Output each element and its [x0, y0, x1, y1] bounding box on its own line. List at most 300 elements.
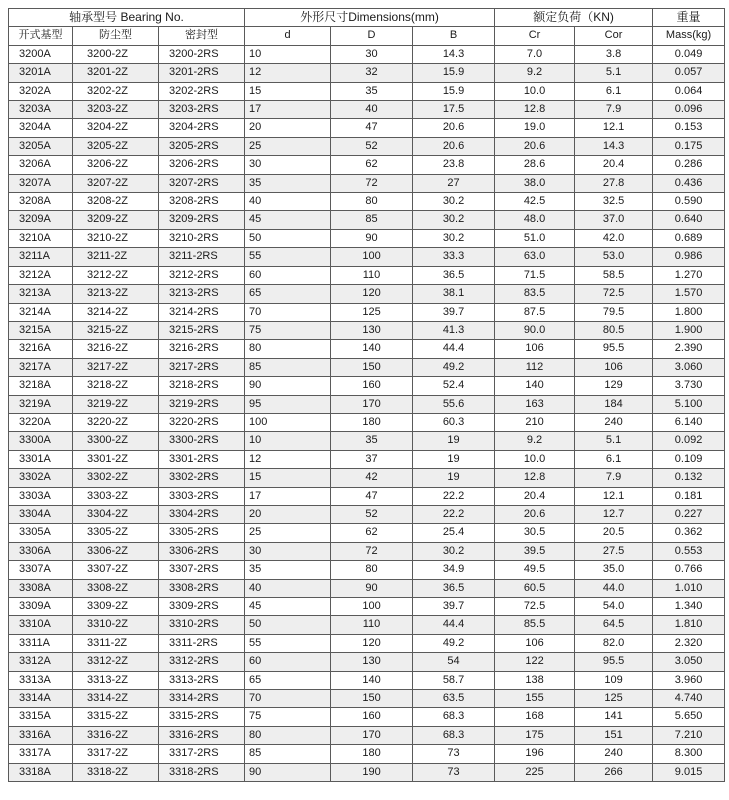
- width-b-cell: 14.3: [413, 45, 495, 63]
- width-b-cell: 68.3: [413, 726, 495, 744]
- sealed-type-cell: 3210-2RS: [159, 229, 245, 247]
- sealed-type-cell: 3212-2RS: [159, 266, 245, 284]
- static-load-cell: 53.0: [575, 248, 653, 266]
- mass-cell: 0.227: [653, 505, 725, 523]
- open-type-cell: 3207A: [9, 174, 73, 192]
- outer-diameter-cell: 35: [331, 432, 413, 450]
- open-type-cell: 3202A: [9, 82, 73, 100]
- sealed-type-cell: 3317-2RS: [159, 745, 245, 763]
- outer-diameter-cell: 47: [331, 487, 413, 505]
- mass-cell: 4.740: [653, 690, 725, 708]
- open-type-cell: 3311A: [9, 634, 73, 652]
- static-load-cell: 27.5: [575, 542, 653, 560]
- bore-d-cell: 50: [245, 616, 331, 634]
- bore-d-cell: 65: [245, 285, 331, 303]
- width-b-cell: 20.6: [413, 137, 495, 155]
- dust-type-cell: 3312-2Z: [73, 653, 159, 671]
- open-type-cell: 3208A: [9, 193, 73, 211]
- bore-d-cell: 90: [245, 763, 331, 781]
- open-type-cell: 3306A: [9, 542, 73, 560]
- table-row: [9, 137, 725, 155]
- bearing-table-container: [8, 8, 725, 782]
- table-row: [9, 395, 725, 413]
- open-type-cell: 3301A: [9, 450, 73, 468]
- table-row: [9, 487, 725, 505]
- dynamic-load-cell: 85.5: [495, 616, 575, 634]
- width-b-cell: 44.4: [413, 340, 495, 358]
- dust-type-cell: 3313-2Z: [73, 671, 159, 689]
- open-type-cell: 3206A: [9, 156, 73, 174]
- sealed-type-cell: 3216-2RS: [159, 340, 245, 358]
- dust-type-cell: 3316-2Z: [73, 726, 159, 744]
- rated-load-header: 额定负荷（KN): [495, 9, 653, 27]
- dynamic-load-cell: 140: [495, 377, 575, 395]
- dust-type-cell: 3308-2Z: [73, 579, 159, 597]
- mass-cell: 3.730: [653, 377, 725, 395]
- open-type-cell: 3216A: [9, 340, 73, 358]
- dust-type-cell: 3307-2Z: [73, 561, 159, 579]
- width-b-cell: 27: [413, 174, 495, 192]
- static-load-cell: 35.0: [575, 561, 653, 579]
- open-type-cell: 3302A: [9, 469, 73, 487]
- width-b-cell: 49.2: [413, 358, 495, 376]
- outer-diameter-cell: 72: [331, 542, 413, 560]
- static-load-cell: 58.5: [575, 266, 653, 284]
- mass-header: Mass(kg): [653, 27, 725, 45]
- bore-d-cell: 12: [245, 450, 331, 468]
- mass-cell: 0.553: [653, 542, 725, 560]
- dust-type-cell: 3209-2Z: [73, 211, 159, 229]
- sealed-type-cell: 3300-2RS: [159, 432, 245, 450]
- sealed-type-cell: 3200-2RS: [159, 45, 245, 63]
- open-type-cell: 3217A: [9, 358, 73, 376]
- sealed-type-cell: 3318-2RS: [159, 763, 245, 781]
- bore-d-cell: 70: [245, 690, 331, 708]
- width-b-cell: 25.4: [413, 524, 495, 542]
- dust-type-cell: 3205-2Z: [73, 137, 159, 155]
- width-b-cell: 22.2: [413, 505, 495, 523]
- static-load-cell: 32.5: [575, 193, 653, 211]
- table-row: [9, 321, 725, 339]
- sealed-type-cell: 3315-2RS: [159, 708, 245, 726]
- mass-cell: 1.810: [653, 616, 725, 634]
- width-b-header: B: [413, 27, 495, 45]
- mass-cell: 0.286: [653, 156, 725, 174]
- width-b-cell: 30.2: [413, 229, 495, 247]
- static-load-cell: 14.3: [575, 137, 653, 155]
- bore-d-cell: 20: [245, 505, 331, 523]
- bore-d-cell: 45: [245, 598, 331, 616]
- width-b-cell: 33.3: [413, 248, 495, 266]
- table-row: [9, 101, 725, 119]
- dynamic-load-cell: 112: [495, 358, 575, 376]
- open-type-cell: 3315A: [9, 708, 73, 726]
- table-row: [9, 505, 725, 523]
- outer-diameter-cell: 150: [331, 358, 413, 376]
- width-b-cell: 30.2: [413, 542, 495, 560]
- outer-diameter-cell: 80: [331, 561, 413, 579]
- outer-diameter-cell: 150: [331, 690, 413, 708]
- table-row: [9, 763, 725, 781]
- static-load-cell: 266: [575, 763, 653, 781]
- mass-cell: 0.689: [653, 229, 725, 247]
- dust-type-cell: 3210-2Z: [73, 229, 159, 247]
- dynamic-load-cell: 71.5: [495, 266, 575, 284]
- open-type-cell: 3201A: [9, 64, 73, 82]
- static-load-header: Cor: [575, 27, 653, 45]
- mass-cell: 0.096: [653, 101, 725, 119]
- width-b-cell: 15.9: [413, 82, 495, 100]
- sealed-type-cell: 3202-2RS: [159, 82, 245, 100]
- dust-type-cell: 3302-2Z: [73, 469, 159, 487]
- dust-type-cell: 3206-2Z: [73, 156, 159, 174]
- outer-diameter-cell: 40: [331, 101, 413, 119]
- dynamic-load-cell: 12.8: [495, 469, 575, 487]
- table-row: [9, 358, 725, 376]
- dynamic-load-cell: 210: [495, 413, 575, 431]
- table-row: [9, 229, 725, 247]
- table-row: [9, 561, 725, 579]
- sealed-type-cell: 3215-2RS: [159, 321, 245, 339]
- outer-diameter-cell: 52: [331, 505, 413, 523]
- dust-type-cell: 3310-2Z: [73, 616, 159, 634]
- table-row: [9, 598, 725, 616]
- width-b-cell: 23.8: [413, 156, 495, 174]
- dust-type-cell: 3314-2Z: [73, 690, 159, 708]
- dynamic-load-cell: 30.5: [495, 524, 575, 542]
- bore-d-cell: 25: [245, 524, 331, 542]
- sealed-type-cell: 3211-2RS: [159, 248, 245, 266]
- table-row: [9, 119, 725, 137]
- mass-cell: 0.181: [653, 487, 725, 505]
- width-b-cell: 30.2: [413, 193, 495, 211]
- open-type-cell: 3203A: [9, 101, 73, 119]
- mass-cell: 1.340: [653, 598, 725, 616]
- sealed-type-cell: 3214-2RS: [159, 303, 245, 321]
- table-row: [9, 745, 725, 763]
- outer-diameter-cell: 52: [331, 137, 413, 155]
- open-type-cell: 3304A: [9, 505, 73, 523]
- mass-cell: 0.640: [653, 211, 725, 229]
- open-type-cell: 3312A: [9, 653, 73, 671]
- bore-d-cell: 12: [245, 64, 331, 82]
- open-type-cell: 3317A: [9, 745, 73, 763]
- bore-d-cell: 75: [245, 708, 331, 726]
- outer-diameter-cell: 140: [331, 671, 413, 689]
- mass-cell: 2.390: [653, 340, 725, 358]
- bore-d-cell: 55: [245, 634, 331, 652]
- width-b-cell: 17.5: [413, 101, 495, 119]
- static-load-cell: 12.1: [575, 119, 653, 137]
- static-load-cell: 109: [575, 671, 653, 689]
- dimensions-header: 外形尺寸Dimensions(mm): [245, 9, 495, 27]
- table-row: [9, 340, 725, 358]
- table-row: [9, 174, 725, 192]
- mass-cell: 0.132: [653, 469, 725, 487]
- sealed-type-cell: 3205-2RS: [159, 137, 245, 155]
- outer-diameter-cell: 35: [331, 82, 413, 100]
- sealed-type-cell: 3312-2RS: [159, 653, 245, 671]
- mass-cell: 3.060: [653, 358, 725, 376]
- mass-cell: 0.986: [653, 248, 725, 266]
- open-type-cell: 3214A: [9, 303, 73, 321]
- bore-d-cell: 15: [245, 469, 331, 487]
- width-b-cell: 52.4: [413, 377, 495, 395]
- dust-type-cell: 3213-2Z: [73, 285, 159, 303]
- width-b-cell: 41.3: [413, 321, 495, 339]
- open-type-cell: 3305A: [9, 524, 73, 542]
- sealed-type-cell: 3201-2RS: [159, 64, 245, 82]
- static-load-cell: 95.5: [575, 653, 653, 671]
- open-type-cell: 3215A: [9, 321, 73, 339]
- dynamic-load-cell: 9.2: [495, 64, 575, 82]
- bore-d-cell: 85: [245, 358, 331, 376]
- table-body: [9, 45, 725, 781]
- bore-d-cell: 10: [245, 45, 331, 63]
- mass-cell: 0.092: [653, 432, 725, 450]
- dynamic-load-cell: 90.0: [495, 321, 575, 339]
- mass-cell: 1.010: [653, 579, 725, 597]
- width-b-cell: 49.2: [413, 634, 495, 652]
- dynamic-load-cell: 87.5: [495, 303, 575, 321]
- dust-type-cell: 3208-2Z: [73, 193, 159, 211]
- dust-type-cell: 3304-2Z: [73, 505, 159, 523]
- dynamic-load-cell: 106: [495, 340, 575, 358]
- static-load-cell: 54.0: [575, 598, 653, 616]
- bore-d-cell: 75: [245, 321, 331, 339]
- dynamic-load-cell: 38.0: [495, 174, 575, 192]
- table-row: [9, 285, 725, 303]
- table-row: [9, 616, 725, 634]
- dust-type-cell: 3301-2Z: [73, 450, 159, 468]
- open-type-cell: 3309A: [9, 598, 73, 616]
- mass-cell: 8.300: [653, 745, 725, 763]
- dynamic-load-cell: 106: [495, 634, 575, 652]
- bore-d-cell: 60: [245, 653, 331, 671]
- outer-diameter-cell: 160: [331, 708, 413, 726]
- dynamic-load-cell: 51.0: [495, 229, 575, 247]
- static-load-cell: 44.0: [575, 579, 653, 597]
- width-b-cell: 60.3: [413, 413, 495, 431]
- outer-diameter-cell: 180: [331, 745, 413, 763]
- bore-d-cell: 70: [245, 303, 331, 321]
- bore-d-cell: 30: [245, 156, 331, 174]
- mass-cell: 9.015: [653, 763, 725, 781]
- bore-d-cell: 45: [245, 211, 331, 229]
- table-row: [9, 634, 725, 652]
- sealed-type-cell: 3310-2RS: [159, 616, 245, 634]
- dust-type-cell: 3318-2Z: [73, 763, 159, 781]
- outer-diameter-cell: 110: [331, 266, 413, 284]
- dust-type-cell: 3303-2Z: [73, 487, 159, 505]
- width-b-cell: 68.3: [413, 708, 495, 726]
- mass-cell: 1.570: [653, 285, 725, 303]
- static-load-cell: 240: [575, 413, 653, 431]
- dynamic-load-cell: 60.5: [495, 579, 575, 597]
- width-b-cell: 73: [413, 745, 495, 763]
- sealed-type-header: 密封型: [159, 27, 245, 45]
- dynamic-load-cell: 168: [495, 708, 575, 726]
- bearing-spec-table: [8, 8, 725, 782]
- dynamic-load-cell: 12.8: [495, 101, 575, 119]
- dynamic-load-cell: 175: [495, 726, 575, 744]
- table-row: [9, 377, 725, 395]
- bore-d-cell: 80: [245, 340, 331, 358]
- open-type-cell: 3212A: [9, 266, 73, 284]
- table-row: [9, 708, 725, 726]
- static-load-cell: 5.1: [575, 64, 653, 82]
- outer-diameter-cell: 90: [331, 579, 413, 597]
- bore-d-cell: 17: [245, 101, 331, 119]
- table-row: [9, 266, 725, 284]
- mass-cell: 6.140: [653, 413, 725, 431]
- mass-cell: 7.210: [653, 726, 725, 744]
- width-b-cell: 34.9: [413, 561, 495, 579]
- dust-type-cell: 3217-2Z: [73, 358, 159, 376]
- sealed-type-cell: 3220-2RS: [159, 413, 245, 431]
- table-row: [9, 671, 725, 689]
- bore-d-cell: 17: [245, 487, 331, 505]
- dust-type-cell: 3200-2Z: [73, 45, 159, 63]
- outer-diameter-cell: 30: [331, 45, 413, 63]
- outer-diameter-header: D: [331, 27, 413, 45]
- width-b-cell: 22.2: [413, 487, 495, 505]
- dust-type-cell: 3212-2Z: [73, 266, 159, 284]
- table-row: [9, 653, 725, 671]
- width-b-cell: 39.7: [413, 303, 495, 321]
- mass-cell: 0.064: [653, 82, 725, 100]
- open-type-cell: 3205A: [9, 137, 73, 155]
- open-type-cell: 3220A: [9, 413, 73, 431]
- open-type-cell: 3318A: [9, 763, 73, 781]
- mass-cell: 0.109: [653, 450, 725, 468]
- sealed-type-cell: 3303-2RS: [159, 487, 245, 505]
- table-row: [9, 45, 725, 63]
- static-load-cell: 37.0: [575, 211, 653, 229]
- dynamic-load-cell: 39.5: [495, 542, 575, 560]
- mass-cell: 0.049: [653, 45, 725, 63]
- bore-d-cell: 15: [245, 82, 331, 100]
- dust-type-cell: 3315-2Z: [73, 708, 159, 726]
- mass-cell: 3.050: [653, 653, 725, 671]
- open-type-cell: 3308A: [9, 579, 73, 597]
- static-load-cell: 20.5: [575, 524, 653, 542]
- static-load-cell: 129: [575, 377, 653, 395]
- static-load-cell: 5.1: [575, 432, 653, 450]
- sealed-type-cell: 3206-2RS: [159, 156, 245, 174]
- dynamic-load-header: Cr: [495, 27, 575, 45]
- dust-type-header: 防尘型: [73, 27, 159, 45]
- bore-d-cell: 55: [245, 248, 331, 266]
- width-b-cell: 39.7: [413, 598, 495, 616]
- sealed-type-cell: 3203-2RS: [159, 101, 245, 119]
- open-type-cell: 3314A: [9, 690, 73, 708]
- bore-d-cell: 60: [245, 266, 331, 284]
- header-row-group: [9, 9, 725, 27]
- weight-header: 重量: [653, 9, 725, 27]
- static-load-cell: 141: [575, 708, 653, 726]
- outer-diameter-cell: 125: [331, 303, 413, 321]
- sealed-type-cell: 3311-2RS: [159, 634, 245, 652]
- dust-type-cell: 3305-2Z: [73, 524, 159, 542]
- header-row-columns: [9, 27, 725, 45]
- dust-type-cell: 3203-2Z: [73, 101, 159, 119]
- dynamic-load-cell: 196: [495, 745, 575, 763]
- open-type-cell: 3218A: [9, 377, 73, 395]
- outer-diameter-cell: 190: [331, 763, 413, 781]
- open-type-cell: 3219A: [9, 395, 73, 413]
- mass-cell: 0.590: [653, 193, 725, 211]
- static-load-cell: 6.1: [575, 82, 653, 100]
- width-b-cell: 63.5: [413, 690, 495, 708]
- table-row: [9, 450, 725, 468]
- bore-d-cell: 90: [245, 377, 331, 395]
- bore-d-header: d: [245, 27, 331, 45]
- open-type-cell: 3204A: [9, 119, 73, 137]
- sealed-type-cell: 3304-2RS: [159, 505, 245, 523]
- width-b-cell: 19: [413, 469, 495, 487]
- table-row: [9, 156, 725, 174]
- sealed-type-cell: 3207-2RS: [159, 174, 245, 192]
- dynamic-load-cell: 225: [495, 763, 575, 781]
- open-type-cell: 3303A: [9, 487, 73, 505]
- sealed-type-cell: 3208-2RS: [159, 193, 245, 211]
- width-b-cell: 36.5: [413, 266, 495, 284]
- outer-diameter-cell: 80: [331, 193, 413, 211]
- static-load-cell: 79.5: [575, 303, 653, 321]
- static-load-cell: 106: [575, 358, 653, 376]
- dynamic-load-cell: 122: [495, 653, 575, 671]
- static-load-cell: 72.5: [575, 285, 653, 303]
- open-type-cell: 3307A: [9, 561, 73, 579]
- sealed-type-cell: 3309-2RS: [159, 598, 245, 616]
- dynamic-load-cell: 19.0: [495, 119, 575, 137]
- outer-diameter-cell: 85: [331, 211, 413, 229]
- outer-diameter-cell: 90: [331, 229, 413, 247]
- mass-cell: 0.766: [653, 561, 725, 579]
- dynamic-load-cell: 7.0: [495, 45, 575, 63]
- bearing-no-header: 轴承型号 Bearing No.: [9, 9, 245, 27]
- sealed-type-cell: 3218-2RS: [159, 377, 245, 395]
- table-row: [9, 193, 725, 211]
- bore-d-cell: 100: [245, 413, 331, 431]
- table-row: [9, 211, 725, 229]
- dust-type-cell: 3201-2Z: [73, 64, 159, 82]
- dynamic-load-cell: 10.0: [495, 82, 575, 100]
- open-type-cell: 3210A: [9, 229, 73, 247]
- sealed-type-cell: 3213-2RS: [159, 285, 245, 303]
- bore-d-cell: 20: [245, 119, 331, 137]
- dynamic-load-cell: 20.4: [495, 487, 575, 505]
- static-load-cell: 64.5: [575, 616, 653, 634]
- width-b-cell: 36.5: [413, 579, 495, 597]
- sealed-type-cell: 3204-2RS: [159, 119, 245, 137]
- static-load-cell: 6.1: [575, 450, 653, 468]
- sealed-type-cell: 3306-2RS: [159, 542, 245, 560]
- dust-type-cell: 3306-2Z: [73, 542, 159, 560]
- mass-cell: 0.436: [653, 174, 725, 192]
- table-row: [9, 469, 725, 487]
- dynamic-load-cell: 155: [495, 690, 575, 708]
- dust-type-cell: 3207-2Z: [73, 174, 159, 192]
- outer-diameter-cell: 100: [331, 598, 413, 616]
- dynamic-load-cell: 28.6: [495, 156, 575, 174]
- open-type-cell: 3300A: [9, 432, 73, 450]
- dynamic-load-cell: 10.0: [495, 450, 575, 468]
- table-row: [9, 82, 725, 100]
- sealed-type-cell: 3313-2RS: [159, 671, 245, 689]
- open-type-cell: 3200A: [9, 45, 73, 63]
